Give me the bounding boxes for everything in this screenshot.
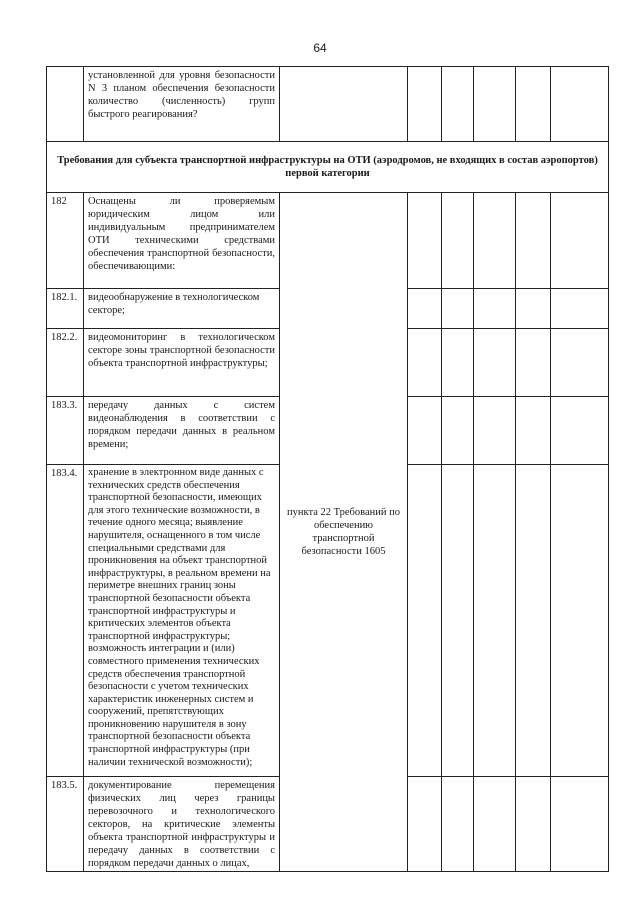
answer-cell <box>442 193 474 289</box>
question-text: установленной для уровня безопасности N 3 планом обеспечения безопасности количество (численность) групп быстрого реагирования? <box>84 67 280 142</box>
answer-cell <box>551 465 609 777</box>
answer-cell <box>408 193 442 289</box>
answer-cell <box>474 465 516 777</box>
answer-cell <box>442 777 474 872</box>
row-number: 182.1. <box>47 289 84 329</box>
answer-cell <box>408 67 442 142</box>
row-number: 183.5. <box>47 777 84 872</box>
cell-number <box>47 67 84 142</box>
checklist-table <box>46 66 609 872</box>
row-number: 183.3. <box>47 397 84 465</box>
answer-cell <box>442 465 474 777</box>
answer-cell <box>408 777 442 872</box>
row-number: 183.4. <box>47 465 84 777</box>
row-number: 182.2. <box>47 329 84 397</box>
answer-cell <box>474 777 516 872</box>
answer-cell <box>474 397 516 465</box>
answer-cell <box>516 67 551 142</box>
answer-cell <box>516 289 551 329</box>
answer-cell <box>408 397 442 465</box>
answer-cell <box>408 465 442 777</box>
question-text: документирование перемещения физических лиц через границы перевозочного и технологического секторов, на критические элементы объекта транспортной инфраструктуры и передачу данных в соответствии с порядком передачи данных о лицах, <box>84 777 280 872</box>
requirement-reference: пункта 22 Требований по обеспечению транспортной безопасности 1605 <box>280 193 408 872</box>
row-number: 182 <box>47 193 84 289</box>
table-row <box>47 193 609 289</box>
answer-cell <box>474 193 516 289</box>
question-text: видеообнаружение в технологическом секторе; <box>84 289 280 329</box>
answer-cell <box>442 289 474 329</box>
answer-cell <box>408 329 442 397</box>
answer-cell <box>442 329 474 397</box>
answer-cell <box>442 67 474 142</box>
question-text: видеомониторинг в технологическом секторе зоны транспортной безопасности объекта транспортной инфраструктуры; <box>84 329 280 397</box>
question-text: Оснащены ли проверяемым юридическим лицом или индивидуальным предпринимателем ОТИ техническими средствами обеспечения транспортной безопасности, обеспечивающими: <box>84 193 280 289</box>
cell-requirement <box>280 67 408 142</box>
answer-cell <box>408 289 442 329</box>
table-row <box>47 67 609 142</box>
question-text: передачу данных с систем видеонаблюдения в соответствии с порядком передачи данных в реальном времени; <box>84 397 280 465</box>
answer-cell <box>516 193 551 289</box>
answer-cell <box>474 329 516 397</box>
answer-cell <box>474 289 516 329</box>
answer-cell <box>516 465 551 777</box>
answer-cell <box>516 329 551 397</box>
section-title: Требования для субъекта транспортной инфраструктуры на ОТИ (аэродромов, не входящих в состав аэропортов) первой категории <box>47 142 609 193</box>
answer-cell <box>551 193 609 289</box>
answer-cell <box>551 67 609 142</box>
answer-cell <box>442 397 474 465</box>
answer-cell <box>474 67 516 142</box>
answer-cell <box>551 329 609 397</box>
answer-cell <box>551 777 609 872</box>
answer-cell <box>551 289 609 329</box>
answer-cell <box>551 397 609 465</box>
answer-cell <box>516 777 551 872</box>
question-text: хранение в электронном виде данных с технических средств обеспечения транспортной безопасности, имеющих для этого технические возможности, в течение одного месяца; выявление нарушителя, оснащенного в том числе специальными средствами для проникновения на объект транспортной инфраструктуры, в реальном времени на периметре внешних границ зоны транспортной безопасности объекта транспортной инфраструктуры и критических элементов объекта транспортной инфраструктуры; возможность интеграции и (или) совместного применения технических средств обеспечения транспортной безопасности с учетом технических характеристик инженерных систем и сооружений, препятствующих проникновению нарушителя в зону транспортной безопасности объекта транспортной инфраструктуры (при наличии технической возможности); <box>84 465 280 777</box>
answer-cell <box>516 397 551 465</box>
page-number: 64 <box>313 41 327 55</box>
section-row <box>47 142 609 193</box>
